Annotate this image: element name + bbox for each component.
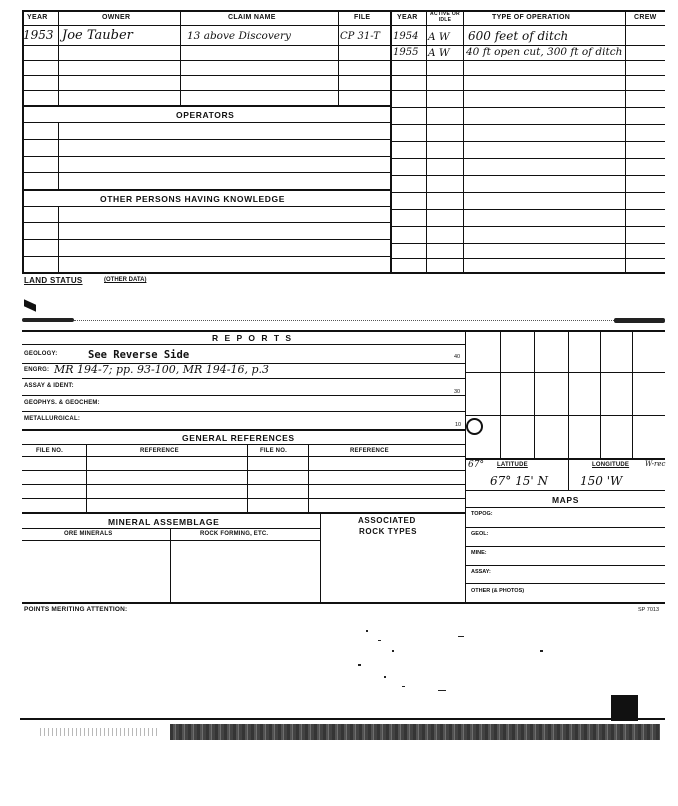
row-owner: Joe Tauber [62,28,133,43]
general-references-title: GENERAL REFERENCES [182,433,295,443]
header-file: FILE [354,14,371,21]
maps-mine: MINE: [471,550,487,556]
ore-minerals-label: ORE MINERALS [64,531,113,537]
form-code: SP 7013 [638,607,660,613]
op-type-2: 40 ft open cut, 300 ft of ditch [466,46,623,58]
maps-title: MAPS [552,495,579,505]
operators-title: OPERATORS [176,110,235,120]
header-crew: CREW [634,14,657,21]
header-active-or-idle: ACTIVE OR IDLE [430,11,460,23]
op-active-2: A W [428,47,450,59]
reports-title: R E P O R T S [212,333,294,343]
row-claim-name: 13 above Discovery [187,30,291,42]
maps-assay: ASSAY: [471,569,491,575]
other-persons-title: OTHER PERSONS HAVING KNOWLEDGE [100,194,286,204]
op-type-1: 600 feet of ditch [468,29,569,43]
op-active-1: A W [428,31,450,43]
margin-30: 30 [454,389,461,395]
scan-smear [170,724,660,740]
engrg-value: MR 194-7; pp. 93-100, MR 194-16, p.3 [54,363,270,376]
land-status-subtitle: (OTHER DATA) [104,277,147,283]
ref-col-file-no-2: FILE NO. [260,448,287,454]
binding-mark-right [614,318,665,323]
ref-col-reference-1: REFERENCE [140,448,179,454]
engrg-label: ENGRG: [24,367,50,373]
metallurgical-label: METALLURGICAL: [24,416,81,422]
header-claim-name: CLAIM NAME [228,14,276,21]
maps-geol: GEOL: [471,531,489,537]
header-type-of-operation: TYPE OF OPERATION [492,14,571,21]
ref-col-reference-2: REFERENCE [350,448,389,454]
lat-prefix: 67° [468,460,484,470]
punch-hole-circle [466,418,483,435]
latitude-label: LATITUDE [497,462,528,468]
mineral-title: MINERAL ASSEMBLAGE [108,517,220,527]
maps-topog: TOPOG: [471,511,493,517]
op-year-1: 1954 [393,31,419,42]
maps-other: OTHER (& PHOTOS) [471,588,525,594]
longitude-value: 150 'W [580,474,623,488]
margin-10: 10 [455,422,462,428]
geology-label: GEOLOGY: [24,351,58,357]
assay-label: ASSAY & IDENT: [24,383,74,389]
header-year-2: YEAR [397,14,418,21]
header-year: YEAR [27,14,48,21]
header-owner: OWNER [102,14,131,21]
latitude-value: 67° 15' N [490,474,548,488]
op-year-2: 1955 [393,47,419,58]
longitude-note: W-rec [645,460,666,468]
longitude-label: LONGITUDE [592,462,630,468]
points-title: POINTS MERITING ATTENTION: [24,606,128,613]
scan-mark [24,299,36,312]
assoc-rock-title-1: ASSOCIATED [358,516,416,525]
row-year: 1953 [23,28,54,42]
assoc-rock-title-2: ROCK TYPES [359,527,418,536]
rock-forming-label: ROCK FORMING, ETC. [200,531,269,537]
geophys-label: GEOPHYS. & GEOCHEM: [24,400,100,406]
margin-40: 40 [454,354,461,360]
geology-value: See Reverse Side [88,349,190,361]
land-status-title: LAND STATUS [24,276,83,285]
binding-mark-left [22,318,74,322]
row-file: CP 31-T [340,31,380,42]
ref-col-file-no-1: FILE NO. [36,448,63,454]
